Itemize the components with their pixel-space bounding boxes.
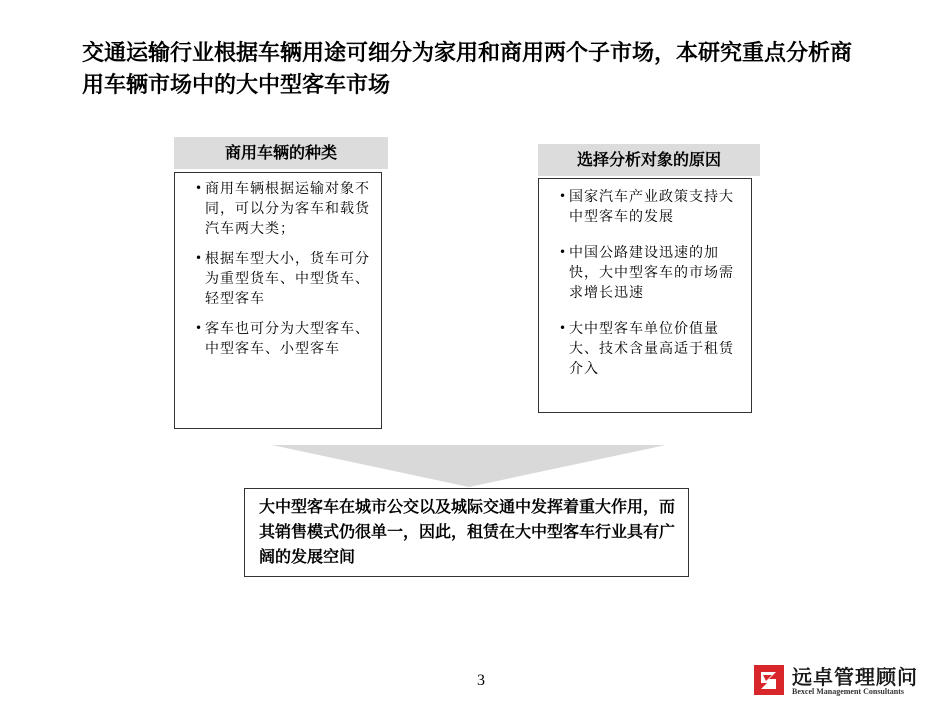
list-item: • 商用车辆根据运输对象不同，可以分为客车和载货汽车两大类； bbox=[195, 179, 371, 239]
page-number: 3 bbox=[477, 672, 485, 689]
conclusion-box: 大中型客车在城市公交以及城际交通中发挥着重大作用，而其销售模式仍很单一，因此，租赁在大中型客车行业具有广阔的发展空间 bbox=[244, 488, 689, 577]
list-item: • 根据车型大小，货车可分为重型货车、中型货车、轻型客车 bbox=[195, 249, 371, 309]
list-item: • 大中型客车单位价值量大、技术含量高适于租赁介入 bbox=[559, 319, 741, 379]
logo-subtitle: Bexcel Management Consultants bbox=[792, 687, 904, 696]
list-item: • 客车也可分为大型客车、中型客车、小型客车 bbox=[195, 319, 371, 359]
company-logo bbox=[752, 660, 932, 700]
left-panel-list bbox=[195, 179, 371, 359]
down-arrow-icon bbox=[272, 445, 666, 487]
right-panel-list bbox=[559, 187, 741, 379]
list-item: • 国家汽车产业政策支持大中型客车的发展 bbox=[559, 187, 741, 227]
list-item: • 中国公路建设迅速的加快，大中型客车的市场需求增长迅速 bbox=[559, 243, 741, 303]
right-panel-box bbox=[538, 178, 752, 413]
logo-mark-icon bbox=[752, 663, 786, 697]
slide-title: 交通运输行业根据车辆用途可细分为家用和商用两个子市场，本研究重点分析商用车辆市场中的大中型客车市场 bbox=[82, 41, 853, 98]
right-panel-header: 选择分析对象的原因 bbox=[538, 144, 760, 176]
left-panel-header: 商用车辆的种类 bbox=[174, 137, 388, 169]
logo-name: 远卓管理顾问 bbox=[792, 665, 918, 689]
left-panel-box bbox=[174, 172, 382, 429]
